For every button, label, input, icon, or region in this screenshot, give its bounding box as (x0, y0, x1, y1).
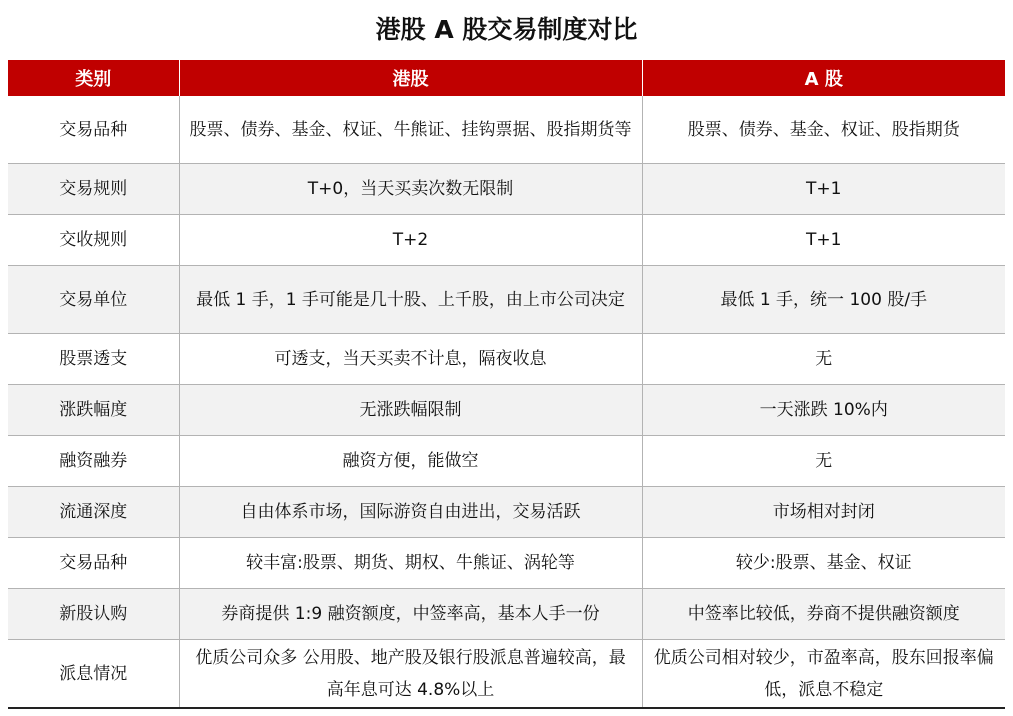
page-title: 港股 A 股交易制度对比 (375, 15, 638, 44)
category-cell: 融资融券 (8, 436, 179, 487)
a-cell: 股票、债券、基金、权证、股指期货 (642, 96, 1005, 164)
hk-cell: 自由体系市场，国际游资自由进出，交易活跃 (179, 487, 642, 538)
hk-cell: 最低 1 手，1 手可能是几十股、上千股，由上市公司决定 (179, 266, 642, 334)
category-cell: 交易品种 (8, 96, 179, 164)
a-cell: 优质公司相对较少，市盈率高，股东回报率偏低，派息不稳定 (642, 640, 1005, 709)
table-row (8, 215, 1005, 266)
a-cell: 无 (642, 436, 1005, 487)
table-row (8, 385, 1005, 436)
table-row (8, 164, 1005, 215)
table-row (8, 589, 1005, 640)
a-cell: 最低 1 手，统一 100 股/手 (642, 266, 1005, 334)
header-row (8, 60, 1005, 96)
table-row (8, 640, 1005, 709)
category-cell: 交收规则 (8, 215, 179, 266)
category-cell: 交易规则 (8, 164, 179, 215)
category-cell: 股票透支 (8, 334, 179, 385)
table-row (8, 538, 1005, 589)
table-row (8, 334, 1005, 385)
header-a: A 股 (642, 60, 1005, 96)
hk-cell: 无涨跌幅限制 (179, 385, 642, 436)
a-cell: T+1 (642, 215, 1005, 266)
table-row (8, 96, 1005, 164)
category-cell: 交易单位 (8, 266, 179, 334)
category-cell: 派息情况 (8, 640, 179, 709)
table-row (8, 487, 1005, 538)
hk-cell: 可透支，当天买卖不计息，隔夜收息 (179, 334, 642, 385)
a-cell: 较少:股票、基金、权证 (642, 538, 1005, 589)
hk-cell: 股票、债券、基金、权证、牛熊证、挂钩票据、股指期货等 (179, 96, 642, 164)
hk-cell: 较丰富:股票、期货、期权、牛熊证、涡轮等 (179, 538, 642, 589)
a-cell: 一天涨跌 10%内 (642, 385, 1005, 436)
category-cell: 涨跌幅度 (8, 385, 179, 436)
a-cell: 中签率比较低，券商不提供融资额度 (642, 589, 1005, 640)
table-row (8, 436, 1005, 487)
header-hk: 港股 (179, 60, 642, 96)
category-cell: 新股认购 (8, 589, 179, 640)
a-cell: T+1 (642, 164, 1005, 215)
hk-cell: 券商提供 1:9 融资额度，中签率高，基本人手一份 (179, 589, 642, 640)
a-cell: 无 (642, 334, 1005, 385)
category-cell: 交易品种 (8, 538, 179, 589)
comparison-table (8, 60, 1005, 709)
hk-cell: 优质公司众多 公用股、地产股及银行股派息普遍较高，最高年息可达 4.8%以上 (179, 640, 642, 709)
category-cell: 流通深度 (8, 487, 179, 538)
hk-cell: T+2 (179, 215, 642, 266)
header-category: 类别 (8, 60, 179, 96)
a-cell: 市场相对封闭 (642, 487, 1005, 538)
hk-cell: 融资方便，能做空 (179, 436, 642, 487)
hk-cell: T+0，当天买卖次数无限制 (179, 164, 642, 215)
table-row (8, 266, 1005, 334)
